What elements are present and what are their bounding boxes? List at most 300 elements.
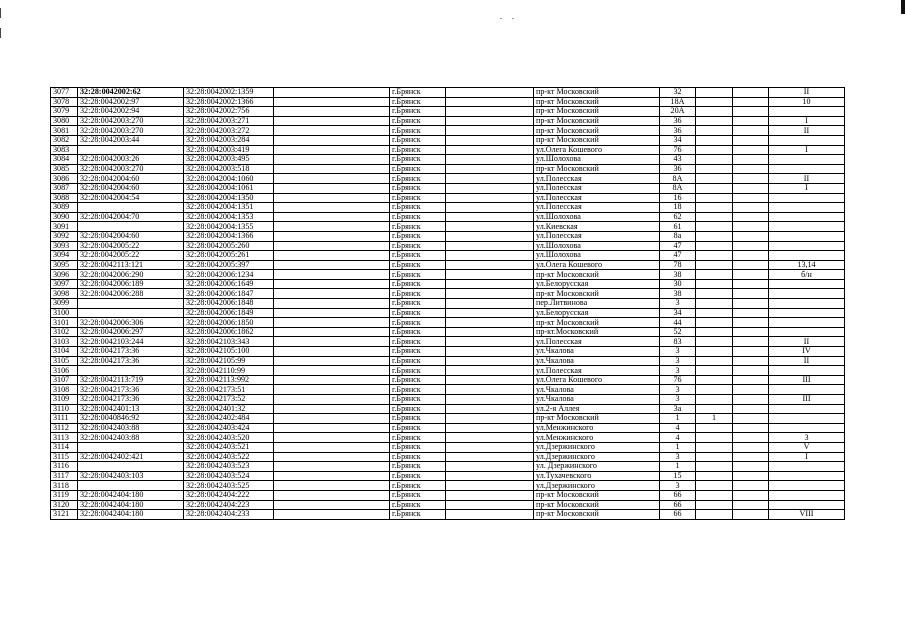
blank-cell	[446, 107, 534, 117]
land-cadastral-number: 32:28:0042404:180	[78, 490, 184, 500]
object-cadastral-number: 32:28:0042173:51	[184, 385, 274, 395]
house-number-cell: 38	[660, 289, 696, 299]
object-cadastral-number: 32:28:0042005:397	[184, 260, 274, 270]
table-row	[51, 385, 845, 395]
object-cadastral-number: 32:28:0042006:1848	[184, 299, 274, 309]
blank-cell	[446, 347, 534, 357]
room-number-cell	[769, 404, 845, 414]
city-cell: г.Брянск	[390, 270, 446, 280]
city-cell: г.Брянск	[390, 414, 446, 424]
table-row	[51, 251, 845, 261]
blank-cell	[274, 385, 390, 395]
row-number: 3097	[51, 279, 78, 289]
land-cadastral-number: 32:28:0042113:719	[78, 375, 184, 385]
land-cadastral-number: 32:28:0042003:44	[78, 135, 184, 145]
city-cell: г.Брянск	[390, 145, 446, 155]
room-number-cell	[769, 299, 845, 309]
land-cadastral-number: 32:28:0042002:94	[78, 107, 184, 117]
object-cadastral-number: 32:28:0042006:1849	[184, 308, 274, 318]
table-row	[51, 279, 845, 289]
room-number-cell	[769, 203, 845, 213]
table-row	[51, 183, 845, 193]
house-number-cell: 3	[660, 385, 696, 395]
room-number-cell	[769, 289, 845, 299]
blank-cell	[446, 510, 534, 520]
blank-cell	[446, 260, 534, 270]
street-cell: пр-кт Московский	[534, 107, 660, 117]
land-cadastral-number: 32:28:0042004:54	[78, 193, 184, 203]
blank-cell	[446, 356, 534, 366]
scan-edge-mark	[0, 8, 1, 18]
object-cadastral-number: 32:28:0042105:99	[184, 356, 274, 366]
room-number-cell: II	[769, 126, 845, 136]
blank-cell	[446, 481, 534, 491]
blank-cell	[274, 404, 390, 414]
city-cell: г.Брянск	[390, 375, 446, 385]
row-number: 3110	[51, 404, 78, 414]
blank-cell	[274, 462, 390, 472]
table-row	[51, 490, 845, 500]
object-cadastral-number: 32:28:0042403:520	[184, 433, 274, 443]
room-number-cell	[769, 500, 845, 510]
city-cell: г.Брянск	[390, 490, 446, 500]
blank-cell	[733, 155, 769, 165]
room-number-cell	[769, 222, 845, 232]
land-cadastral-number	[78, 462, 184, 472]
blank-cell	[446, 203, 534, 213]
street-cell: ул.Полесская	[534, 203, 660, 213]
house-number-cell: 76	[660, 145, 696, 155]
blank-cell	[733, 116, 769, 126]
building-cell	[696, 241, 733, 251]
city-cell: г.Брянск	[390, 289, 446, 299]
street-cell: ул.Дзержинского	[534, 481, 660, 491]
house-number-cell: 1	[660, 414, 696, 424]
city-cell: г.Брянск	[390, 462, 446, 472]
blank-cell	[274, 145, 390, 155]
house-number-cell: 36	[660, 164, 696, 174]
blank-cell	[733, 375, 769, 385]
table-row	[51, 442, 845, 452]
table-row	[51, 356, 845, 366]
object-cadastral-number: 32:28:0042404:222	[184, 490, 274, 500]
blank-cell	[446, 433, 534, 443]
city-cell: г.Брянск	[390, 251, 446, 261]
table-row	[51, 231, 845, 241]
house-number-cell: 15	[660, 471, 696, 481]
blank-cell	[274, 251, 390, 261]
object-cadastral-number: 32:28:0042002:1359	[184, 88, 274, 98]
table-row	[51, 481, 845, 491]
street-cell: пр-кт Московский	[534, 97, 660, 107]
scan-speck	[512, 18, 514, 19]
blank-cell	[446, 251, 534, 261]
blank-cell	[274, 289, 390, 299]
table-row	[51, 337, 845, 347]
object-cadastral-number: 32:28:0042404:223	[184, 500, 274, 510]
city-cell: г.Брянск	[390, 423, 446, 433]
blank-cell	[274, 279, 390, 289]
house-number-cell: 3	[660, 366, 696, 376]
street-cell: ул.Менжинского	[534, 433, 660, 443]
land-cadastral-number: 32:28:0042004:70	[78, 212, 184, 222]
object-cadastral-number: 32:28:0042004:1350	[184, 193, 274, 203]
object-cadastral-number: 32:28:0042006:1862	[184, 327, 274, 337]
building-cell	[696, 164, 733, 174]
land-cadastral-number	[78, 442, 184, 452]
land-cadastral-number: 32:28:0042004:60	[78, 231, 184, 241]
blank-cell	[733, 279, 769, 289]
object-cadastral-number: 32:28:0042403:424	[184, 423, 274, 433]
land-cadastral-number: 32:28:0042002:97	[78, 97, 184, 107]
blank-cell	[274, 203, 390, 213]
object-cadastral-number: 32:28:0042003:518	[184, 164, 274, 174]
blank-cell	[274, 97, 390, 107]
city-cell: г.Брянск	[390, 299, 446, 309]
building-cell	[696, 203, 733, 213]
row-number: 3113	[51, 433, 78, 443]
blank-cell	[446, 462, 534, 472]
land-cadastral-number: 32:28:0042004:60	[78, 183, 184, 193]
object-cadastral-number: 32:28:0042403:523	[184, 462, 274, 472]
house-number-cell: 36	[660, 126, 696, 136]
street-cell: ул.Олега Кошевого	[534, 260, 660, 270]
row-number: 3111	[51, 414, 78, 424]
building-cell	[696, 222, 733, 232]
city-cell: г.Брянск	[390, 356, 446, 366]
building-cell	[696, 155, 733, 165]
city-cell: г.Брянск	[390, 222, 446, 232]
blank-cell	[733, 356, 769, 366]
row-number: 3117	[51, 471, 78, 481]
table-row	[51, 116, 845, 126]
table-row	[51, 193, 845, 203]
row-number: 3090	[51, 212, 78, 222]
room-number-cell	[769, 107, 845, 117]
building-cell	[696, 289, 733, 299]
building-cell	[696, 116, 733, 126]
house-number-cell: 8А	[660, 174, 696, 184]
house-number-cell: 3а	[660, 404, 696, 414]
street-cell: ул.Менжинского	[534, 423, 660, 433]
blank-cell	[733, 337, 769, 347]
blank-cell	[733, 490, 769, 500]
street-cell: ул.Шолохова	[534, 241, 660, 251]
table-row	[51, 164, 845, 174]
room-number-cell	[769, 231, 845, 241]
object-cadastral-number: 32:28:0042006:1649	[184, 279, 274, 289]
object-cadastral-number: 32:28:0042004:1355	[184, 222, 274, 232]
blank-cell	[274, 481, 390, 491]
blank-cell	[733, 510, 769, 520]
blank-cell	[274, 500, 390, 510]
blank-cell	[446, 414, 534, 424]
blank-cell	[733, 260, 769, 270]
row-number: 3092	[51, 231, 78, 241]
row-number: 3102	[51, 327, 78, 337]
blank-cell	[446, 126, 534, 136]
blank-cell	[274, 107, 390, 117]
house-number-cell: 52	[660, 327, 696, 337]
room-number-cell: II	[769, 337, 845, 347]
street-cell: ул.Белорусская	[534, 279, 660, 289]
house-number-cell: 16	[660, 193, 696, 203]
city-cell: г.Брянск	[390, 385, 446, 395]
room-number-cell: 3	[769, 433, 845, 443]
street-cell: ул.Чкалова	[534, 395, 660, 405]
street-cell: ул.Полесская	[534, 231, 660, 241]
scan-edge-mark	[0, 28, 1, 38]
house-number-cell: 36	[660, 116, 696, 126]
blank-cell	[446, 490, 534, 500]
row-number: 3108	[51, 385, 78, 395]
land-cadastral-number: 32:28:0042404:180	[78, 500, 184, 510]
blank-cell	[733, 97, 769, 107]
house-number-cell: 3	[660, 452, 696, 462]
table-row	[51, 270, 845, 280]
table-row	[51, 88, 845, 98]
city-cell: г.Брянск	[390, 366, 446, 376]
building-cell	[696, 462, 733, 472]
blank-cell	[446, 500, 534, 510]
blank-cell	[733, 452, 769, 462]
building-cell	[696, 385, 733, 395]
room-number-cell	[769, 366, 845, 376]
land-cadastral-number: 32:28:0042003:270	[78, 164, 184, 174]
city-cell: г.Брянск	[390, 318, 446, 328]
object-cadastral-number: 32:28:0042110:99	[184, 366, 274, 376]
table-body	[51, 88, 845, 520]
blank-cell	[274, 490, 390, 500]
table-row	[51, 395, 845, 405]
table-row	[51, 452, 845, 462]
city-cell: г.Брянск	[390, 260, 446, 270]
room-number-cell: II	[769, 356, 845, 366]
row-number: 3081	[51, 126, 78, 136]
street-cell: ул.Полесская	[534, 174, 660, 184]
street-cell: ул.2-я Аллея	[534, 404, 660, 414]
house-number-cell: 66	[660, 510, 696, 520]
land-cadastral-number: 32:28:0042005:22	[78, 241, 184, 251]
house-number-cell: 34	[660, 308, 696, 318]
house-number-cell: 47	[660, 251, 696, 261]
blank-cell	[733, 327, 769, 337]
blank-cell	[274, 231, 390, 241]
row-number: 3077	[51, 88, 78, 98]
house-number-cell: 66	[660, 490, 696, 500]
row-number: 3115	[51, 452, 78, 462]
blank-cell	[733, 366, 769, 376]
street-cell: ул.Олега Кошевого	[534, 375, 660, 385]
object-cadastral-number: 32:28:0042003:419	[184, 145, 274, 155]
room-number-cell	[769, 385, 845, 395]
table-row	[51, 347, 845, 357]
blank-cell	[733, 145, 769, 155]
blank-cell	[446, 270, 534, 280]
street-cell: ул.Белорусская	[534, 308, 660, 318]
house-number-cell: 32	[660, 88, 696, 98]
blank-cell	[446, 442, 534, 452]
blank-cell	[274, 395, 390, 405]
table-row	[51, 433, 845, 443]
table-row	[51, 241, 845, 251]
row-number: 3098	[51, 289, 78, 299]
building-cell	[696, 183, 733, 193]
table-row	[51, 135, 845, 145]
blank-cell	[446, 471, 534, 481]
object-cadastral-number: 32:28:0042004:1366	[184, 231, 274, 241]
land-cadastral-number: 32:28:0042006:306	[78, 318, 184, 328]
city-cell: г.Брянск	[390, 471, 446, 481]
table-row	[51, 174, 845, 184]
object-cadastral-number: 32:28:0042401:32	[184, 404, 274, 414]
house-number-cell: 3	[660, 347, 696, 357]
row-number: 3114	[51, 442, 78, 452]
house-number-cell: 8а	[660, 231, 696, 241]
row-number: 3091	[51, 222, 78, 232]
blank-cell	[446, 145, 534, 155]
row-number: 3079	[51, 107, 78, 117]
city-cell: г.Брянск	[390, 510, 446, 520]
room-number-cell	[769, 423, 845, 433]
blank-cell	[274, 375, 390, 385]
blank-cell	[446, 164, 534, 174]
house-number-cell: 20А	[660, 107, 696, 117]
blank-cell	[733, 500, 769, 510]
blank-cell	[446, 385, 534, 395]
blank-cell	[446, 395, 534, 405]
row-number: 3087	[51, 183, 78, 193]
street-cell: пр-кт Московский	[534, 289, 660, 299]
land-cadastral-number: 32:28:0042003:26	[78, 155, 184, 165]
object-cadastral-number: 32:28:0042103:343	[184, 337, 274, 347]
street-cell: ул.Дзержинского	[534, 442, 660, 452]
land-cadastral-number	[78, 203, 184, 213]
table-row	[51, 308, 845, 318]
table-row	[51, 145, 845, 155]
object-cadastral-number: 32:28:0042003:271	[184, 116, 274, 126]
row-number: 3106	[51, 366, 78, 376]
blank-cell	[733, 308, 769, 318]
object-cadastral-number: 32:28:0042004:1351	[184, 203, 274, 213]
street-cell: пр-кт Московский	[534, 126, 660, 136]
object-cadastral-number: 32:28:0042003:495	[184, 155, 274, 165]
row-number: 3107	[51, 375, 78, 385]
room-number-cell: III	[769, 375, 845, 385]
blank-cell	[274, 212, 390, 222]
land-cadastral-number: 32:28:0042005:22	[78, 251, 184, 261]
blank-cell	[446, 375, 534, 385]
blank-cell	[446, 337, 534, 347]
row-number: 3120	[51, 500, 78, 510]
street-cell: пр-кт Московский	[534, 414, 660, 424]
object-cadastral-number: 32:28:0042403:525	[184, 481, 274, 491]
blank-cell	[446, 318, 534, 328]
room-number-cell	[769, 164, 845, 174]
city-cell: г.Брянск	[390, 327, 446, 337]
land-cadastral-number: 32:28:0040846:92	[78, 414, 184, 424]
table-row	[51, 299, 845, 309]
room-number-cell	[769, 193, 845, 203]
blank-cell	[446, 174, 534, 184]
table-row	[51, 203, 845, 213]
table-row	[51, 500, 845, 510]
blank-cell	[274, 116, 390, 126]
city-cell: г.Брянск	[390, 347, 446, 357]
row-number: 3112	[51, 423, 78, 433]
land-cadastral-number: 32:28:0042173:36	[78, 347, 184, 357]
row-number: 3094	[51, 251, 78, 261]
blank-cell	[274, 126, 390, 136]
blank-cell	[733, 107, 769, 117]
blank-cell	[274, 88, 390, 98]
room-number-cell	[769, 308, 845, 318]
building-cell	[696, 510, 733, 520]
blank-cell	[733, 193, 769, 203]
blank-cell	[274, 260, 390, 270]
street-cell: пер.Литвинова	[534, 299, 660, 309]
blank-cell	[733, 442, 769, 452]
city-cell: г.Брянск	[390, 241, 446, 251]
building-cell	[696, 452, 733, 462]
blank-cell	[446, 404, 534, 414]
room-number-cell: II	[769, 174, 845, 184]
blank-cell	[733, 231, 769, 241]
blank-cell	[274, 327, 390, 337]
house-number-cell: 1	[660, 442, 696, 452]
land-cadastral-number: 32:28:0042006:288	[78, 289, 184, 299]
building-cell	[696, 126, 733, 136]
blank-cell	[733, 88, 769, 98]
street-cell: ул.Тухачевского	[534, 471, 660, 481]
house-number-cell: 3	[660, 299, 696, 309]
row-number: 3086	[51, 174, 78, 184]
blank-cell	[274, 299, 390, 309]
city-cell: г.Брянск	[390, 203, 446, 213]
row-number: 3096	[51, 270, 78, 280]
house-number-cell: 83	[660, 337, 696, 347]
land-cadastral-number: 32:28:0042401:13	[78, 404, 184, 414]
row-number: 3080	[51, 116, 78, 126]
street-cell: пр-кт Московский	[534, 500, 660, 510]
object-cadastral-number: 32:28:0042402:484	[184, 414, 274, 424]
row-number: 3099	[51, 299, 78, 309]
blank-cell	[446, 289, 534, 299]
object-cadastral-number: 32:28:0042113:992	[184, 375, 274, 385]
table-row	[51, 404, 845, 414]
building-cell	[696, 107, 733, 117]
room-number-cell: I	[769, 145, 845, 155]
object-cadastral-number: 32:28:0042005:261	[184, 251, 274, 261]
city-cell: г.Брянск	[390, 135, 446, 145]
blank-cell	[446, 88, 534, 98]
street-cell: ул.Чкалова	[534, 385, 660, 395]
scan-speck	[500, 18, 502, 19]
blank-cell	[733, 222, 769, 232]
land-cadastral-number: 32:28:0042103:244	[78, 337, 184, 347]
land-cadastral-number	[78, 222, 184, 232]
city-cell: г.Брянск	[390, 308, 446, 318]
room-number-cell	[769, 212, 845, 222]
city-cell: г.Брянск	[390, 97, 446, 107]
house-number-cell: 76	[660, 375, 696, 385]
city-cell: г.Брянск	[390, 155, 446, 165]
blank-cell	[446, 327, 534, 337]
blank-cell	[274, 510, 390, 520]
city-cell: г.Брянск	[390, 395, 446, 405]
blank-cell	[446, 452, 534, 462]
land-cadastral-number: 32:28:0042403:88	[78, 423, 184, 433]
